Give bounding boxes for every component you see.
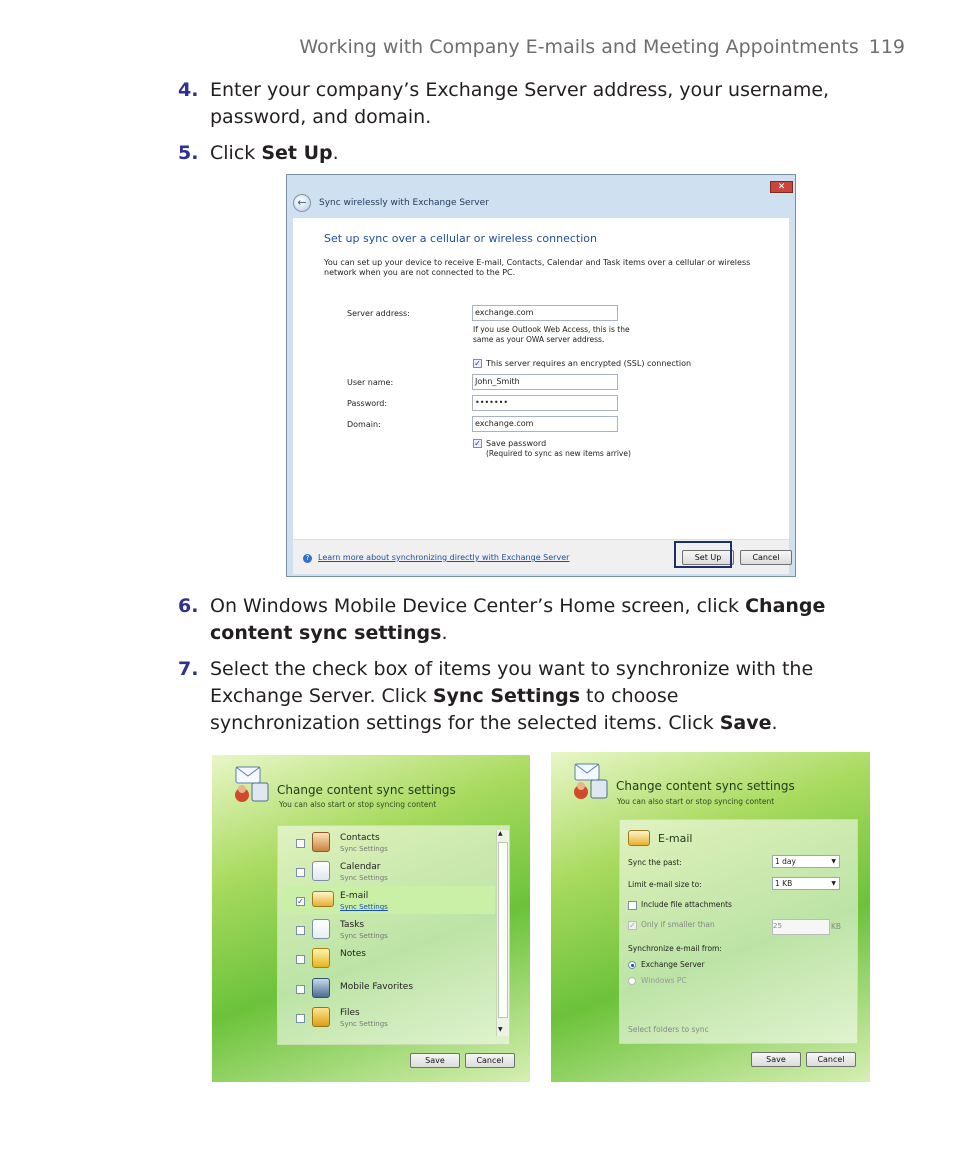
content-list	[277, 825, 510, 1045]
scroll-down-icon[interactable]: ▼	[498, 1026, 503, 1033]
password-input[interactable]: •••••••	[472, 395, 618, 411]
item-checkbox[interactable]	[296, 839, 305, 848]
user-name-label: User name:	[347, 378, 394, 387]
ssl-label: This server requires an encrypted (SSL) connection	[486, 359, 692, 368]
windows-pc-label: Windows PC	[641, 976, 687, 985]
server-address-input[interactable]: exchange.com	[472, 305, 618, 321]
panel-title: Change content sync settings	[277, 783, 456, 797]
domain-label: Domain:	[347, 420, 381, 429]
running-header	[0, 36, 905, 58]
select-folders-link[interactable]: Select folders to sync	[628, 1025, 709, 1034]
step-text: Select the check box of items you want to synchronize with the Exchange Server. Click Sync Settings to choose synchronization settings for the selected items. Click Save.	[210, 658, 814, 734]
password-label: Password:	[347, 399, 388, 408]
item-name: E-mail	[340, 891, 369, 901]
list-item-calendar[interactable]	[284, 857, 495, 885]
limit-size-select[interactable]: 1 KB ▼	[772, 877, 840, 890]
save-password-note: (Required to sync as new items arrive)	[486, 449, 631, 458]
cancel-button[interactable]: Cancel	[740, 550, 792, 565]
list-item-email[interactable]	[284, 886, 495, 914]
item-name: Contacts	[340, 833, 380, 843]
step-number: 7.	[178, 658, 199, 680]
item-checkbox[interactable]: ✓	[297, 897, 304, 906]
chevron-down-icon: ▼	[831, 880, 836, 887]
email-sync-settings-panel	[551, 752, 870, 1082]
dialog-title: Sync wirelessly with Exchange Server	[319, 198, 489, 208]
item-name: Notes	[340, 949, 366, 959]
step-number: 4.	[178, 79, 199, 101]
sync-devices-icon	[230, 765, 274, 805]
scroll-thumb[interactable]	[498, 842, 508, 1018]
item-checkbox[interactable]	[296, 985, 305, 994]
sync-past-select[interactable]: 1 day ▼	[772, 855, 840, 868]
header-title: Working with Company E-mails and Meeting Appointments	[299, 36, 859, 58]
exchange-setup-dialog	[286, 174, 796, 577]
dialog-description: You can set up your device to receive E-mail, Contacts, Calendar and Task items over a cellular or wireless network when you are not connected to the PC.	[324, 258, 751, 277]
bold-term: Save	[719, 712, 772, 734]
exchange-server-label: Exchange Server	[641, 960, 705, 969]
sync-devices-icon	[569, 762, 613, 802]
panel-subtitle: You can also start or stop syncing content	[617, 797, 775, 806]
calendar-icon	[312, 861, 330, 881]
back-arrow-icon[interactable]: ←	[293, 194, 311, 212]
notes-icon	[312, 948, 330, 968]
step-number: 6.	[178, 595, 199, 617]
item-checkbox[interactable]	[296, 955, 305, 964]
bold-term: Set Up	[261, 142, 333, 164]
section-title: E-mail	[658, 832, 693, 845]
bold-term: Sync Settings	[432, 685, 581, 707]
item-name: Mobile Favorites	[340, 982, 414, 992]
owa-note-1: If you use Outlook Web Access, this is the	[473, 325, 630, 334]
files-icon	[312, 1007, 330, 1027]
step-6	[178, 593, 838, 647]
email-icon	[312, 891, 334, 907]
set-up-button[interactable]: Set Up	[682, 550, 734, 565]
list-item-mobile-favorites[interactable]	[284, 974, 495, 1002]
item-checkbox[interactable]	[296, 868, 305, 877]
step-5	[178, 140, 838, 167]
item-sync-settings[interactable]: Sync Settings	[340, 903, 388, 911]
item-checkbox[interactable]	[296, 1014, 305, 1023]
save-button[interactable]: Save	[410, 1053, 460, 1068]
cancel-button[interactable]: Cancel	[465, 1053, 515, 1068]
item-name: Tasks	[340, 920, 365, 930]
only-smaller-checkbox[interactable]: ✓	[629, 921, 636, 930]
limit-size-label: Limit e-mail size to:	[628, 880, 702, 889]
server-address-label: Server address:	[347, 309, 410, 318]
sync-from-label: Synchronize e-mail from:	[628, 944, 722, 953]
sync-content-panel	[212, 755, 530, 1082]
exchange-server-radio[interactable]	[628, 961, 636, 969]
dialog-body	[293, 218, 789, 574]
help-icon: ?	[303, 554, 312, 563]
close-icon[interactable]: ✕	[770, 181, 793, 193]
contacts-icon	[312, 832, 330, 852]
panel-subtitle: You can also start or stop syncing content	[279, 800, 437, 809]
include-attachments-checkbox[interactable]	[628, 901, 637, 910]
save-password-checkbox[interactable]: ✓	[474, 439, 481, 448]
list-item-tasks[interactable]	[284, 915, 495, 943]
save-password-label: Save password	[486, 439, 547, 448]
dialog-heading: Set up sync over a cellular or wireless connection	[324, 232, 597, 245]
size-unit: KB	[831, 922, 842, 931]
step-4	[178, 77, 838, 131]
panel-title: Change content sync settings	[616, 779, 795, 793]
step-number: 5.	[178, 142, 199, 164]
item-sync-settings[interactable]: Sync Settings	[340, 874, 388, 882]
only-smaller-label: Only if smaller than	[641, 920, 715, 929]
email-settings-box	[619, 819, 858, 1044]
step-text: Click Set Up.	[210, 142, 339, 164]
step-7	[178, 656, 838, 737]
bold-term: Change content sync settings	[210, 595, 826, 644]
item-sync-settings[interactable]: Sync Settings	[340, 1020, 388, 1028]
sync-past-label: Sync the past:	[628, 858, 682, 867]
windows-pc-radio[interactable]	[628, 977, 636, 985]
include-attachments-label: Include file attachments	[641, 900, 732, 909]
scrollbar[interactable]	[496, 830, 509, 1036]
item-sync-settings[interactable]: Sync Settings	[340, 845, 388, 853]
chevron-down-icon: ▼	[831, 858, 836, 865]
item-name: Files	[340, 1008, 360, 1018]
scroll-up-icon[interactable]: ▲	[498, 830, 503, 837]
item-name: Calendar	[340, 862, 381, 872]
tasks-icon	[312, 919, 330, 939]
user-name-input[interactable]: John_Smith	[472, 374, 618, 390]
email-icon	[628, 830, 650, 846]
cancel-button[interactable]: Cancel	[806, 1052, 856, 1067]
domain-input[interactable]: exchange.com	[472, 416, 618, 432]
dialog-titlebar	[287, 175, 795, 217]
item-checkbox[interactable]	[296, 926, 305, 935]
item-sync-settings[interactable]: Sync Settings	[340, 932, 388, 940]
mobile-favorites-icon	[312, 978, 330, 998]
list-item-notes[interactable]	[284, 944, 495, 972]
step-text: Enter your company’s Exchange Server address, your username, password, and domain.	[210, 79, 830, 128]
list-item-contacts[interactable]	[284, 828, 495, 856]
owa-note-2: same as your OWA server address.	[473, 335, 605, 344]
step-text: On Windows Mobile Device Center’s Home screen, click Change content sync settings.	[210, 595, 826, 644]
page-number: 119	[868, 36, 905, 58]
list-item-files[interactable]	[284, 1003, 495, 1031]
help-link[interactable]: Learn more about synchronizing directly with Exchange Server	[318, 553, 570, 562]
ssl-checkbox[interactable]: ✓	[474, 359, 481, 368]
size-input[interactable]: 25	[772, 919, 830, 935]
set-up-highlight	[674, 541, 732, 568]
save-button[interactable]: Save	[751, 1052, 801, 1067]
